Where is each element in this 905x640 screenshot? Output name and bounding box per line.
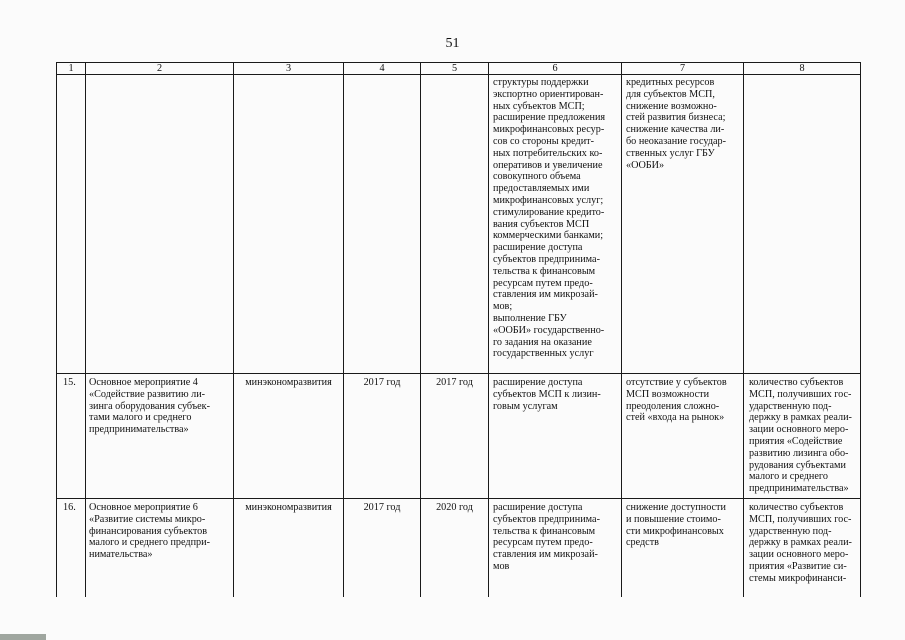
cell-start-year: 2017 год — [363, 377, 401, 388]
header-cell: 2 — [156, 63, 163, 74]
cell-number: 16. — [63, 502, 76, 513]
column-border — [488, 62, 489, 597]
column-border — [743, 62, 744, 597]
header-cell: 5 — [451, 63, 458, 74]
cell-indicator: количество субъектов МСП, получивших гос- ударственную под- держку в рамках реали- зации основного меро- приятия «Развитие си- стемы микрофинанси- — [749, 502, 852, 584]
cell-consequences: кредитных ресурсов для субъектов МСП, снижение возможно- стей развития бизнеса; снижение качества ли- бо неоказание государ- ственных услуг ГБУ «ООБИ» — [626, 77, 727, 171]
header-cell: 1 — [68, 63, 74, 74]
column-border — [233, 62, 234, 597]
cell-number: 15. — [63, 377, 76, 388]
cell-executor: минэкономразвития — [245, 502, 332, 513]
row-16-top-border — [56, 498, 860, 499]
cell-indicator: количество субъектов МСП, получивших гос- ударственную под- держку в рамках реали- зации основного меро- приятия «Содействие развитию лизинга обо- рудования субъектами малого и среднего предпринимательства» — [749, 377, 852, 495]
cell-end-year: 2017 год — [436, 377, 473, 388]
header-cell: 3 — [285, 63, 292, 74]
cell-consequences: отсутствие у субъектов МСП возможности преодоления сложно- стей «входа на рынок» — [626, 377, 727, 424]
cell-consequences: снижение доступности и повышение стоимо- сти микрофинансовых средств — [626, 502, 726, 549]
column-border — [343, 62, 344, 597]
cell-activity: Основное мероприятие 4 «Содействие развитию ли- зинга оборудования субъек- тами малого и среднего предпринимательства» — [89, 377, 210, 436]
column-border — [420, 62, 421, 597]
row-15-top-border — [56, 373, 860, 374]
column-border — [860, 62, 861, 597]
cell-target-results: расширение доступа субъектов МСП к лизин- говым услугам — [493, 377, 601, 412]
column-border — [621, 62, 622, 597]
header-cell: 8 — [799, 63, 805, 74]
cell-target-results: расширение доступа субъектов предпринима- тельства к финансовым ресурсам путем предо- ставления им микрозай- мов — [493, 502, 600, 572]
scan-edge-mark — [0, 634, 46, 640]
cell-activity: Основное мероприятие 6 «Развитие системы микро- финансирования субъектов малого и среднего предпри- нимательства» — [89, 502, 210, 561]
cell-end-year: 2020 год — [436, 502, 473, 513]
header-cell: 7 — [679, 63, 686, 74]
page-number: 51 — [445, 36, 460, 51]
header-cell: 4 — [379, 63, 385, 74]
column-border — [56, 62, 57, 597]
cell-executor: минэкономразвития — [245, 377, 332, 388]
cell-start-year: 2017 год — [363, 502, 401, 513]
cell-target-results: структуры поддержки экспортно ориентирован- ных субъектов МСП; расширение предложения микрофинансовых ресур- сов со стороны кредит- ных потребительских ко- оперативов и увеличение совокупного объема предоставляемых ими микрофинансовых услуг; стимулирование кредито- вания субъектов МСП коммерческими банками; расширение доступа субъектов предпринима- тельства к финансовым ресурсам путем предо- ставления им микрозай- мов; выполнение ГБУ «ООБИ» государственно- го задания на оказание государственных услуг — [493, 77, 606, 360]
column-border — [85, 62, 86, 597]
header-cell: 6 — [552, 63, 558, 74]
